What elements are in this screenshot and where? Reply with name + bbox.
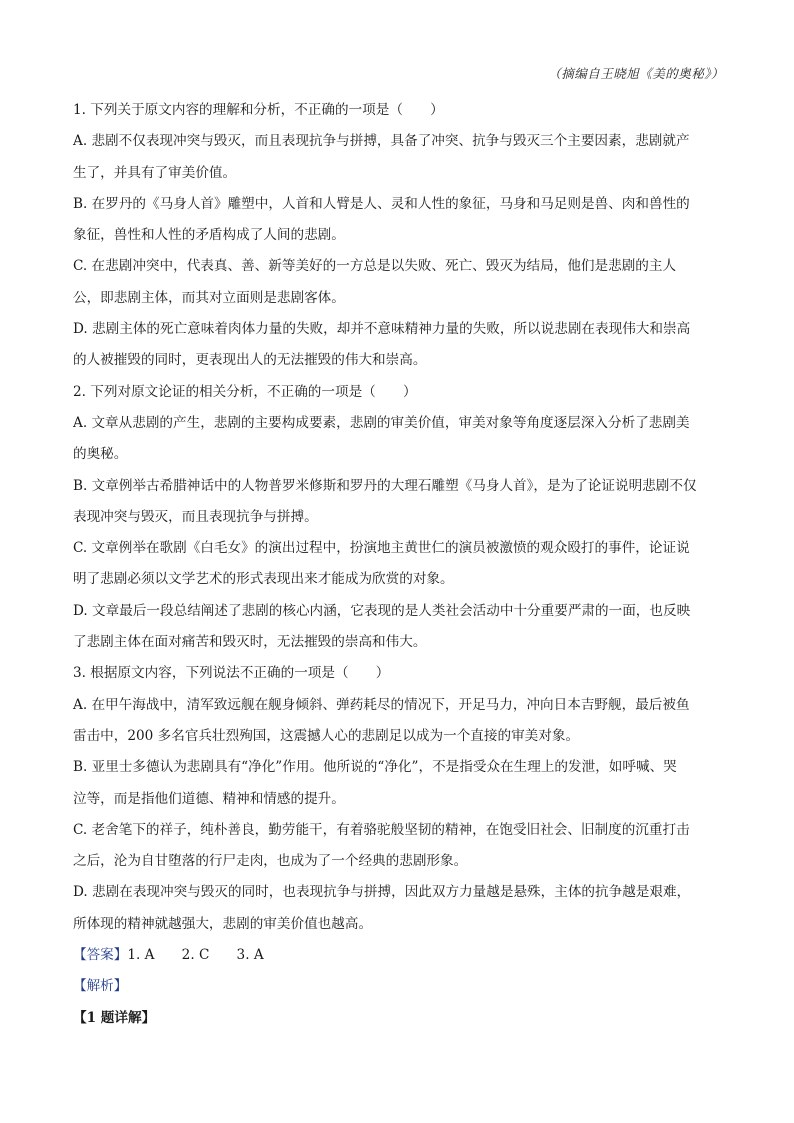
question-content: [73, 95, 721, 1034]
q1-option-b-line1: B. 在罗丹的《马身人首》雕塑中，人首和人臂是人、灵和人性的象征，马身和马足则是兽、肉和兽性的: [73, 195, 690, 212]
q2-option-c-line1: C. 文章例举在歌剧《白毛女》的演出过程中，扮演地主黄世仁的演员被激愤的观众殴打的事件，论证说: [73, 540, 690, 557]
q3-option-a-line2: 雷击中，200 多名官兵壮烈殉国，这震撼人心的悲剧足以成为一个直接的审美对象。: [73, 727, 580, 744]
answer-row: [73, 940, 721, 971]
source-citation: （摘编自王晓旭《美的奥秘》）: [548, 66, 724, 81]
question-2-stem: 2. 下列对原文论证的相关分析，不正确的一项是（ ）: [73, 383, 417, 400]
q3-option-b-line2: 泣等，而是指他们道德、精神和情感的提升。: [73, 790, 345, 807]
q3-option-c-line1: C. 老舍笔下的祥子，纯朴善良，勤劳能干，有着骆驼般坚韧的精神，在饱受旧社会、旧制度的沉重打击: [73, 821, 690, 838]
q2-option-b-line1: B. 文章例举古希腊神话中的人物普罗米修斯和罗丹的大理石雕塑《马身人首》，是为了论证说明悲剧不仅: [73, 477, 697, 494]
q1-option-b-line2: 象征，兽性和人性的矛盾构成了人间的悲剧。: [73, 227, 345, 244]
q1-option-c-line2: 公，即悲剧主体，而其对立面则是悲剧客体。: [73, 289, 345, 306]
q2-option-d-line1: D. 文章最后一段总结阐述了悲剧的核心内涵，它表现的是人类社会活动中十分重要严肃的一面，也反映: [73, 602, 691, 619]
q1-option-a-line1: A. 悲剧不仅表现冲突与毁灭，而且表现抗争与拼搏，具备了冲突、抗争与毁灭三个主要因素，悲剧就产: [73, 133, 690, 150]
analysis-heading: [73, 971, 721, 1002]
q1-option-c-line1: C. 在悲剧冲突中，代表真、善、新等美好的一方总是以失败、死亡、毁灭为结局，他们是悲剧的主人: [73, 258, 677, 275]
q2-option-a-line2: 的奥秘。: [73, 446, 128, 463]
q2-option-b-line2: 表现冲突与毁灭，而且表现抗争与拼搏。: [73, 508, 318, 525]
q3-option-d-line2: 所体现的精神就越强大，悲剧的审美价值也越高。: [73, 915, 373, 932]
answer-text: 1. A 2. C 3. A: [127, 947, 264, 964]
q3-option-a-line1: A. 在甲午海战中，清军致远舰在舰身倾斜、弹药耗尽的情况下，开足马力，冲向日本吉野舰，最后被鱼: [73, 696, 690, 713]
analysis-tag: 【解析】: [73, 978, 128, 995]
detail-heading: 【1 题详解】: [73, 1009, 156, 1026]
q2-option-d-line2: 了悲剧主体在面对痛苦和毁灭时，无法摧毁的崇高和伟大。: [73, 634, 427, 651]
q2-option-a-line1: A. 文章从悲剧的产生，悲剧的主要构成要素，悲剧的审美价值，审美对象等角度逐层深入分析了悲剧美: [73, 414, 690, 431]
question-3-stem: 3. 根据原文内容，下列说法不正确的一项是（ ）: [73, 665, 390, 682]
q3-option-c-line2: 之后，沦为自甘堕落的行尸走肉，也成为了一个经典的悲剧形象。: [73, 853, 468, 870]
q1-option-a-line2: 生了，并具有了审美价值。: [73, 164, 237, 181]
question-1-stem: 1. 下列关于原文内容的理解和分析，不正确的一项是（ ）: [73, 102, 444, 118]
q3-option-d-line1: D. 悲剧在表现冲突与毁灭的同时，也表现抗争与拼搏，因此双方力量越是悬殊，主体的抗争越是艰难，: [73, 884, 691, 901]
q1-option-d-line1: D. 悲剧主体的死亡意味着肉体力量的失败，却并不意味精神力量的失败，所以说悲剧在表现伟大和崇高: [73, 321, 691, 338]
q1-option-d-line2: 的人被摧毁的同时，更表现出人的无法摧毁的伟大和崇高。: [73, 352, 427, 369]
answer-tag: 【答案】: [73, 947, 128, 964]
q2-option-c-line2: 明了悲剧必须以文学艺术的形式表现出来才能成为欣赏的对象。: [73, 571, 454, 588]
q3-option-b-line1: B. 亚里士多德认为悲剧具有“净化”作用。他所说的“净化”，不是指受众在生理上的发泄，如呼喊、哭: [73, 759, 677, 776]
